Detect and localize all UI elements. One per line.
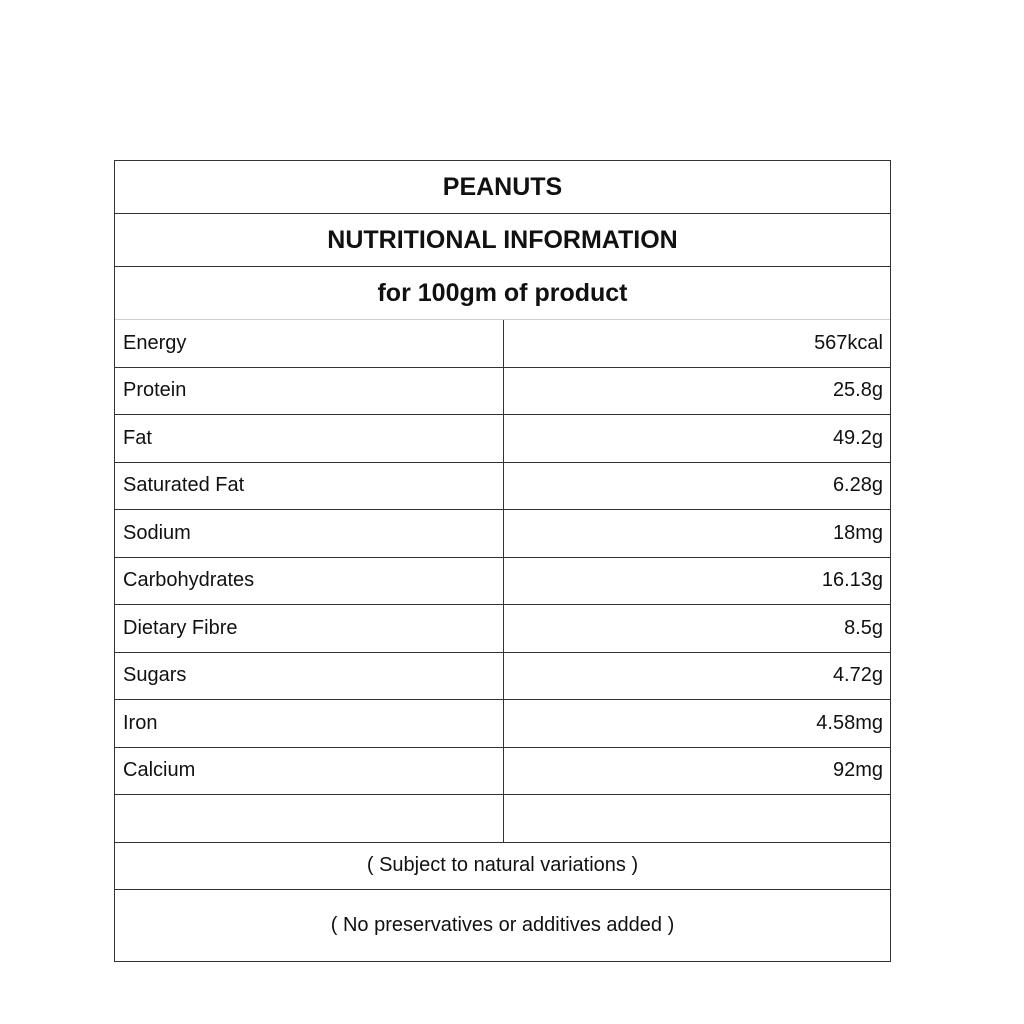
product-title: PEANUTS	[115, 161, 890, 214]
nutrient-value: 6.28g	[832, 474, 883, 497]
nutrient-value	[504, 795, 890, 842]
table-row	[115, 463, 890, 511]
table-row	[115, 653, 890, 701]
nutrient-name: Energy	[115, 320, 504, 367]
preservatives-note: ( No preservatives or additives added )	[330, 914, 675, 936]
nutrient-name: Carbohydrates	[115, 558, 504, 605]
nutrient-name: Calcium	[115, 748, 504, 795]
variation-note: ( Subject to natural variations )	[115, 843, 890, 891]
table-heading: NUTRITIONAL INFORMATION	[115, 214, 890, 267]
serving-size: for 100gm of product	[115, 267, 890, 320]
nutrient-value: 4.72g	[832, 664, 883, 687]
nutrient-value: 567kcal	[814, 331, 883, 354]
nutrient-value: 25.8g	[832, 379, 883, 402]
table-row	[115, 558, 890, 606]
table-row	[115, 320, 890, 368]
nutrient-name	[115, 795, 504, 842]
nutrient-name: Dietary Fibre	[115, 605, 504, 652]
nutrient-name: Saturated Fat	[115, 463, 504, 510]
nutrition-table	[114, 160, 891, 962]
empty-table-row	[115, 795, 890, 843]
nutrient-name: Protein	[115, 368, 504, 415]
nutrient-value: 16.13g	[821, 569, 883, 592]
nutrient-name: Fat	[115, 415, 504, 462]
nutrient-value: 8.5g	[844, 616, 883, 639]
nutrient-value: 4.58mg	[816, 711, 883, 734]
table-row	[115, 700, 890, 748]
nutrient-name: Sugars	[115, 653, 504, 700]
table-row	[115, 510, 890, 558]
nutrient-value: 18mg	[832, 521, 883, 544]
nutrient-name: Sodium	[115, 510, 504, 557]
table-row	[115, 605, 890, 653]
table-row	[115, 415, 890, 463]
nutrient-name: Iron	[115, 700, 504, 747]
nutrient-value: 92mg	[832, 759, 883, 782]
nutrient-value: 49.2g	[832, 426, 883, 449]
table-row	[115, 368, 890, 416]
table-row	[115, 748, 890, 796]
